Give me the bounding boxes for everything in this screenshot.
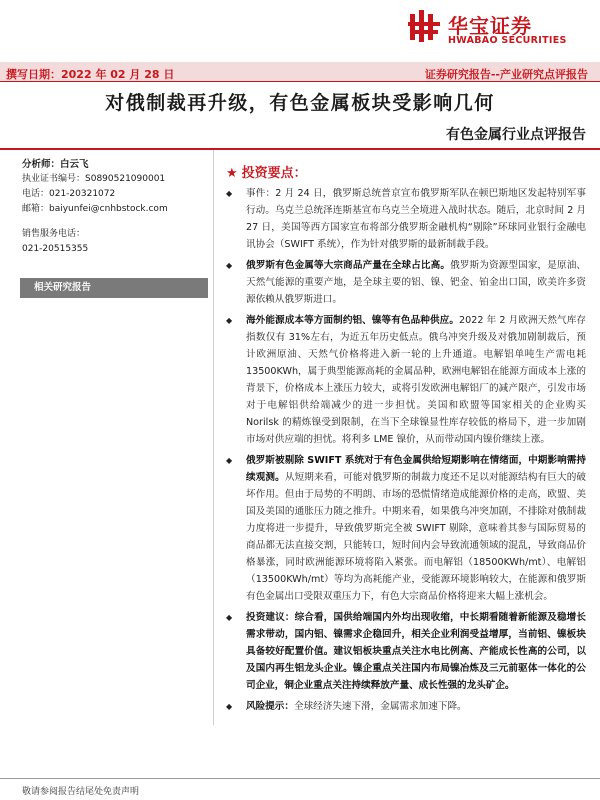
star-icon: ★ xyxy=(226,166,238,181)
key-point-bold: 海外能源成本等方面制约铝、镍等有色品种供应。 xyxy=(246,315,460,326)
key-point-item xyxy=(224,452,586,605)
key-point-text: 从短期来看，可能对俄罗斯的制裁力度还不足以对能源结构有巨大的破坏作用。但由于局势的不明朗、市场的恐慌情绪造成能源价格的走高，欧盟、美国及美国的通胀压力随之推升。中期来看，如果俄乌冲突加剧，不排除对俄制裁力度将进一步提升，导致俄罗斯完全被 SWIFT 剔除，意味着其参与国际贸易的商品都无法直接交割，只能转口，短时间内会导致流通领域的混乱，导致商品价格暴涨，同时欧洲能源环境将陷入紧张。而电解铝（18500KWh/mt）、电解铝（13500KWh/mt）等均为高耗能产业，受能源环境影响较大，在能源和俄罗斯有色金属出口受限双重压力下，有色大宗商品价格将迎来大幅上涨机会。 xyxy=(246,472,587,602)
key-point-item xyxy=(224,698,586,715)
key-point-item xyxy=(224,257,586,308)
footer-disclaimer: 敬请参阅报告结尾处免责声明 xyxy=(22,787,140,797)
key-point-text: 全球经济失速下滑，金属需求加速下降。 xyxy=(293,701,467,712)
analyst-phone: 电话：021-20321072 xyxy=(22,189,116,199)
key-point-text: 俄罗斯为资源型国家，是原油、天然气能源的重要产地，是全球主要的铝、镍、钯金、铂金出口国，欧美许多资源依赖从俄罗斯进口。 xyxy=(246,260,587,305)
key-point-item xyxy=(224,312,586,448)
key-point-bold: 俄罗斯有色金属等大宗商品产量在全球占比高。 xyxy=(246,260,451,271)
report-type: 证券研究报告--产业研究点评报告 xyxy=(424,68,588,81)
key-point-bold: 投资建议：综合看，国供给端国内外均出现收缩，中长期看随着新能源及稳增长需求带动，国内铝、镍需求企稳回升，相关企业利润受益增厚，当前铝、镍板块具备较好配置价值。建议铝板块重点关注水电比例高、产能成长性高的公司，以及国内再生铝龙头企业。镍企重点关注国内布局镍冶炼及三元前驱体一体化的公司企业，铜企业重点关注持续释放产量、成长性强的龙头矿企。 xyxy=(246,612,586,691)
key-point-text: 事件：2 月 24 日，俄罗斯总统普京宣布俄罗斯军队在顿巴斯地区发起特别军事行动。乌克兰总统泽连斯基宣布乌克兰全境进入战时状态。随后，北京时间 2 月 27 日，美国等西方国家宣布将部分俄罗斯金融机构“剔除”环球同业银行金融电讯协会（SWIFT 系统），作为针对俄罗斯的最新制裁手段。 xyxy=(246,188,586,250)
key-point-item xyxy=(224,609,586,694)
key-points-heading xyxy=(224,162,586,181)
key-points-section xyxy=(224,162,586,719)
diamond-bullet-icon: ◆ xyxy=(226,613,233,622)
diamond-bullet-icon: ◆ xyxy=(226,189,233,198)
sales-label: 销售服务电话： xyxy=(22,229,86,239)
analyst-name: 分析师：白云飞 xyxy=(22,159,89,170)
analyst-email[interactable]: 邮箱：baiyunfei@cnhbstock.com xyxy=(22,204,168,214)
column-divider xyxy=(213,150,214,725)
key-point-bold: 风险提示： xyxy=(246,701,294,712)
page-title: 对俄制裁再升级，有色金属板块受影响几何 xyxy=(105,92,495,114)
company-logo xyxy=(406,8,576,48)
related-reports-header: 相关研究报告 xyxy=(20,278,208,298)
hwabao-logo-icon xyxy=(406,8,442,44)
diamond-bullet-icon: ◆ xyxy=(226,702,233,711)
key-point-item xyxy=(224,185,586,253)
analyst-info xyxy=(22,157,207,257)
title-divider xyxy=(0,148,600,150)
analyst-cert: 执业证书编号：S0890521090001 xyxy=(22,174,166,184)
sales-phone: 021-20515355 xyxy=(22,244,89,254)
logo-cn-text: 华宝证券 xyxy=(448,14,532,38)
key-point-bold: 俄罗斯被剔除 SWIFT 系统对于有色金属供给短期影响在情绪面，中期影响需持续观测。 xyxy=(246,455,586,483)
key-point-text: 2022 年 2 月欧洲天然气库存指数仅有 31%左右，为近五年历史低点。俄乌冲突升级及对俄加剧制裁后，预计欧洲原油、天然气价格将进入新一轮的上升通道。电解铝单吨生产需电耗 13500KWh，属于典型能源高耗的金属品种，欧洲电解铝在能源方面成本上涨的背景下，价格成本上涨压力较大，或将引发欧洲电解铝厂的减产限产，引发市场对于电解铝供给端减少的进一步担忧。美国和欧盟等国家相关的企业购买 Norilsk 的精炼镍受到限制，在当下全球镍显性库存较低的格局下，进一步加剧市场对供应端的担忧。将利多 LME 镍价，从而带动国内镍价继续上涨。 xyxy=(246,315,587,445)
diamond-bullet-icon: ◆ xyxy=(226,316,233,325)
diamond-bullet-icon: ◆ xyxy=(226,456,233,465)
key-points-heading-text: 投资要点： xyxy=(241,166,307,181)
footer-divider xyxy=(0,778,600,779)
logo-en-text: HWABAO SECURITIES xyxy=(448,35,567,46)
page-subtitle: 有色金属行业点评报告 xyxy=(446,127,586,143)
report-date: 撰写日期：2022 年 02 月 28 日 xyxy=(6,68,175,81)
diamond-bullet-icon: ◆ xyxy=(226,261,233,270)
